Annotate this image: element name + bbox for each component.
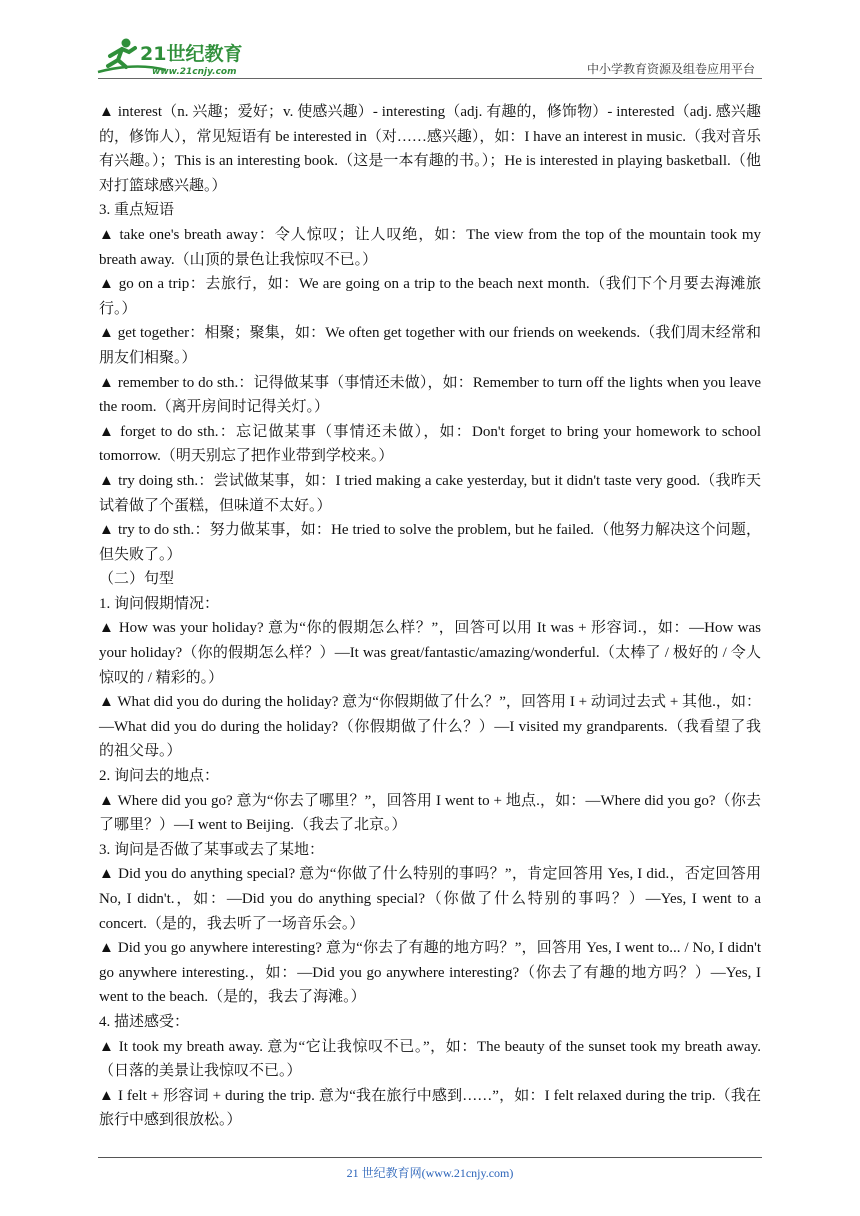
- paragraph: 3. 重点短语: [99, 202, 175, 219]
- document-body: [99, 100, 761, 1133]
- paragraph: ▲ I felt + 形容词 + during the trip. 意为“我在旅行中感到……”，如：I felt relaxed during the trip.（我在旅行中感到很放松。）: [99, 1087, 761, 1129]
- footer-divider: [98, 1157, 762, 1158]
- paragraph: ▲ It took my breath away. 意为“它让我惊叹不已。”，如：The beauty of the sunset took my breath away.（日落的美景让我惊叹不已。）: [99, 1038, 761, 1080]
- footer-link[interactable]: 21 世纪教育网(www.21cnjy.com): [346, 1166, 514, 1180]
- paragraph: ▲ go on a trip：去旅行，如：We are going on a trip to the beach next month.（我们下个月要去海滩旅行。）: [99, 276, 761, 317]
- paragraph: ▲ try to do sth.：努力做某事，如：He tried to solve the problem, but he failed.（他努力解决这个问题，但失败了。）: [99, 522, 761, 563]
- paragraph: ▲ interest（n. 兴趣；爱好；v. 使感兴趣）- interesting（adj. 有趣的，修饰物）- interested（adj. 感兴趣的，修饰人），常见短语有 be interested in（对……感兴趣），如：I have an interest in music.（我对音乐有兴趣。）；This is an interesting book.（这是一本有趣的书。）；He is interested in playing basketball.（他对打篮球感兴趣。）: [99, 104, 762, 194]
- paragraph: ▲ forget to do sth.：忘记做某事（事情还未做），如：Don't forget to bring your homework to school tomorrow.（明天别忘了把作业带到学校来。）: [99, 423, 761, 465]
- paragraph: ▲ What did you do during the holiday? 意为“你假期做了什么？”，回答用 I + 动词过去式 + 其他.，如：—What did you do during the holiday?（你假期做了什么？）—I visited my grandparents.（我看望了我的祖父母。）: [99, 694, 761, 760]
- paragraph: ▲ How was your holiday? 意为“你的假期怎么样？”，回答可以用 It was + 形容词.，如：—How was your holiday?（你的假期怎么样？）—It was great/fantastic/amazing/wonderful.（太棒了 / 极好的 / 令人惊叹的 / 精彩的。）: [99, 620, 761, 686]
- paragraph: ▲ remember to do sth.：记得做某事（事情还未做），如：Remember to turn off the lights when you leave the room.（离开房间时记得关灯。）: [99, 374, 761, 416]
- paragraph: 3. 询问是否做了某事或去了某地：: [99, 841, 325, 858]
- logo-main-text: 21世纪教育: [140, 43, 243, 65]
- runner-logo-icon: [96, 36, 266, 78]
- site-logo[interactable]: [96, 36, 266, 78]
- page-header: [0, 0, 860, 82]
- paragraph: 4. 描述感受：: [99, 1013, 190, 1030]
- paragraph: ▲ try doing sth.：尝试做某事，如：I tried making a cake yesterday, but it didn't taste very good.（我昨天试着做了个蛋糕，但味道不太好。）: [99, 472, 761, 514]
- paragraph: ▲ get together：相聚；聚集，如：We often get together with our friends on weekends.（我们周末经常和朋友们相聚。）: [99, 325, 761, 366]
- paragraph: 2. 询问去的地点：: [99, 768, 220, 785]
- paragraph: （二）句型: [99, 571, 175, 588]
- paragraph: ▲ take one's breath away：令人惊叹；让人叹绝，如：The view from the top of the mountain took my breath away.（山顶的景色让我惊叹不已。）: [99, 226, 761, 268]
- paragraph: 1. 询问假期情况：: [99, 595, 220, 612]
- paragraph: ▲ Did you go anywhere interesting? 意为“你去了有趣的地方吗？”，回答用 Yes, I went to... / No, I didn't go anywhere interesting.，如：—Did you go anywhere interesting?（你去了有趣的地方吗？）—Yes, I went to the beach.（是的，我去了海滩。）: [99, 940, 761, 1006]
- paragraph: ▲ Where did you go? 意为“你去了哪里？”，回答用 I went to + 地点.，如：—Where did you go?（你去了哪里？）—I went to Beijing.（我去了北京。）: [99, 792, 761, 834]
- paragraph: ▲ Did you do anything special? 意为“你做了什么特别的事吗？”，肯定回答用 Yes, I did.，否定回答用 No, I didn't.，如：—Did you do anything special?（你做了什么特别的事吗？）—Yes, I went to a concert.（是的，我去听了一场音乐会。）: [99, 866, 761, 932]
- logo-sub-text: www.21cnjy.com: [152, 67, 237, 77]
- header-divider: [98, 78, 762, 79]
- site-description: 中小学教育资源及组卷应用平台: [586, 62, 755, 76]
